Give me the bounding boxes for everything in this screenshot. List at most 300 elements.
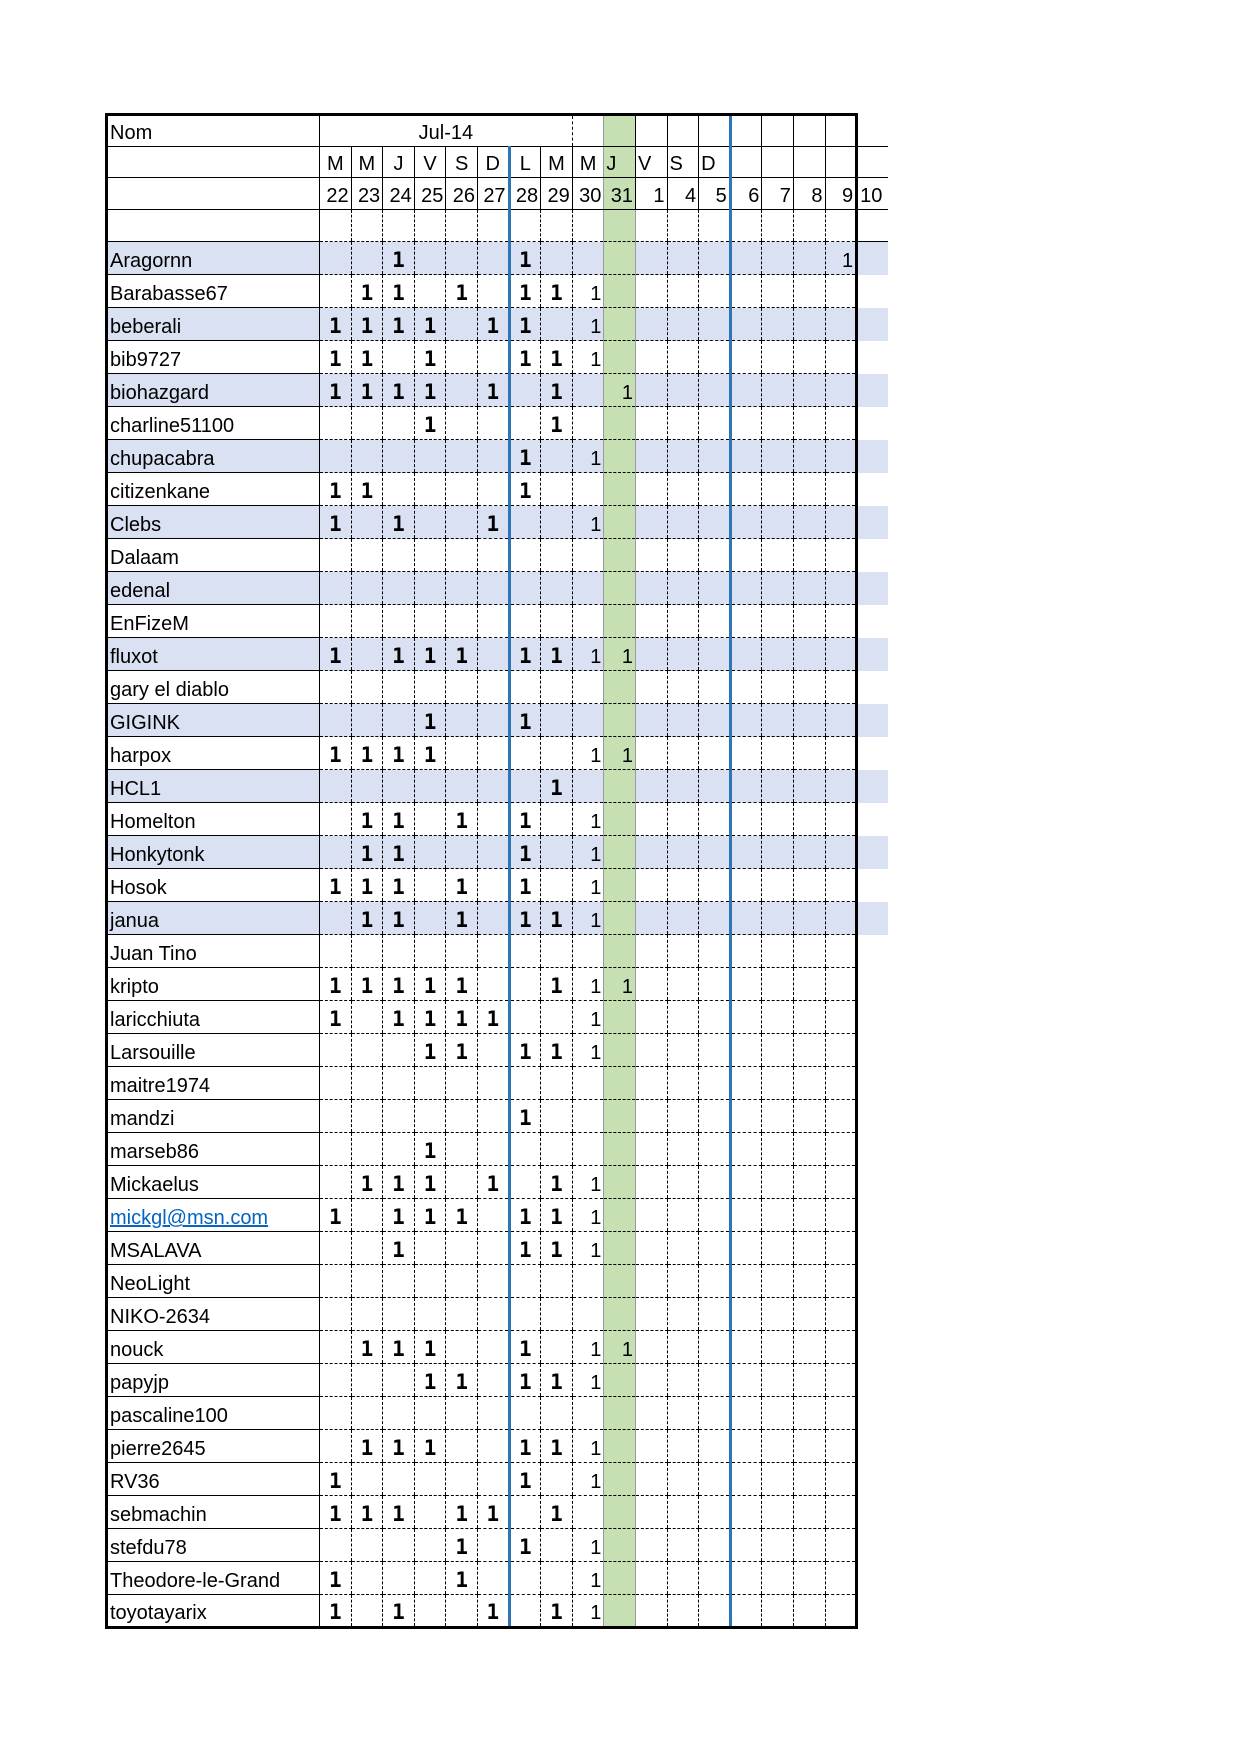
attendance-cell: 1 [541, 770, 573, 803]
attendance-cell [793, 1001, 825, 1034]
player-name: stefdu78 [107, 1529, 320, 1562]
attendance-cell [509, 506, 541, 539]
attendance-cell [446, 605, 478, 638]
attendance-cell [635, 1463, 667, 1496]
attendance-cell [320, 1232, 352, 1265]
attendance-cell: 1 [541, 1199, 573, 1232]
attendance-cell [604, 1100, 636, 1133]
attendance-cell [825, 539, 857, 572]
attendance-cell [446, 1232, 478, 1265]
attendance-cell [667, 803, 699, 836]
attendance-cell: 1 [572, 1331, 604, 1364]
attendance-cell [793, 836, 825, 869]
attendance-cell [541, 1100, 573, 1133]
attendance-cell: 1 [572, 1364, 604, 1397]
attendance-cell [699, 935, 731, 968]
header-cell [604, 115, 636, 147]
attendance-cell: 1 [509, 1430, 541, 1463]
attendance-cell [825, 275, 857, 308]
table-row [107, 1001, 888, 1034]
attendance-cell [604, 1463, 636, 1496]
attendance-cell [730, 935, 762, 968]
attendance-cell [635, 374, 667, 407]
attendance-cell: 1 [572, 341, 604, 374]
attendance-cell: 1 [572, 1034, 604, 1067]
attendance-cell [730, 539, 762, 572]
attendance-cell [383, 341, 415, 374]
attendance-cell [446, 1397, 478, 1430]
attendance-cell [446, 572, 478, 605]
attendance-cell: 1 [414, 1430, 446, 1463]
table-row [107, 1331, 888, 1364]
attendance-cell: 1 [383, 1001, 415, 1034]
attendance-cell: 1 [383, 737, 415, 770]
attendance-cell [825, 506, 857, 539]
attendance-cell [825, 704, 857, 737]
attendance-cell [383, 1100, 415, 1133]
table-row [107, 1298, 888, 1331]
attendance-cell [477, 1430, 509, 1463]
attendance-cell: 1 [383, 506, 415, 539]
attendance-cell [667, 737, 699, 770]
table-row [107, 1496, 888, 1529]
attendance-cell [509, 671, 541, 704]
outside-cell [857, 605, 888, 638]
attendance-cell [825, 935, 857, 968]
attendance-cell [446, 1331, 478, 1364]
attendance-cell [541, 1397, 573, 1430]
attendance-sheet [105, 113, 888, 1629]
attendance-cell [351, 704, 383, 737]
attendance-cell [762, 638, 794, 671]
attendance-cell: 1 [414, 341, 446, 374]
attendance-cell [699, 1562, 731, 1595]
attendance-cell [541, 935, 573, 968]
attendance-cell [699, 1364, 731, 1397]
attendance-cell: 1 [383, 1595, 415, 1628]
attendance-cell [351, 1529, 383, 1562]
header-cell [107, 178, 320, 210]
attendance-cell [446, 1463, 478, 1496]
attendance-cell [604, 935, 636, 968]
attendance-cell [604, 1298, 636, 1331]
attendance-cell [667, 605, 699, 638]
player-name: pascaline100 [107, 1397, 320, 1430]
attendance-cell: 1 [383, 803, 415, 836]
attendance-cell [762, 935, 794, 968]
table-row [107, 1034, 888, 1067]
attendance-cell [730, 968, 762, 1001]
attendance-cell [351, 506, 383, 539]
attendance-cell [351, 935, 383, 968]
attendance-cell [383, 1397, 415, 1430]
outside-cell [857, 341, 888, 374]
attendance-cell [572, 1100, 604, 1133]
attendance-cell [793, 671, 825, 704]
player-name: toyotayarix [107, 1595, 320, 1628]
attendance-cell [541, 1463, 573, 1496]
outside-cell [857, 803, 888, 836]
attendance-cell [541, 836, 573, 869]
header-cell [635, 115, 667, 147]
player-name: GIGINK [107, 704, 320, 737]
attendance-cell: 1 [541, 1166, 573, 1199]
attendance-cell: 1 [509, 836, 541, 869]
player-name: Honkytonk [107, 836, 320, 869]
weekday-header: J [604, 146, 636, 178]
player-name: pierre2645 [107, 1430, 320, 1463]
attendance-cell [320, 770, 352, 803]
attendance-cell: 1 [383, 242, 415, 275]
attendance-cell [730, 1067, 762, 1100]
player-name: gary el diablo [107, 671, 320, 704]
attendance-cell [793, 704, 825, 737]
table-row [107, 671, 888, 704]
attendance-cell: 1 [604, 1331, 636, 1364]
attendance-cell: 1 [383, 1199, 415, 1232]
table-row [107, 704, 888, 737]
attendance-cell [762, 308, 794, 341]
attendance-cell [730, 1133, 762, 1166]
attendance-cell [730, 1529, 762, 1562]
attendance-cell [509, 935, 541, 968]
attendance-cell [699, 1133, 731, 1166]
table-row [107, 1463, 888, 1496]
attendance-cell [320, 1067, 352, 1100]
attendance-cell [667, 242, 699, 275]
attendance-cell [635, 1595, 667, 1628]
attendance-cell [541, 671, 573, 704]
attendance-cell [825, 1430, 857, 1463]
attendance-cell [477, 275, 509, 308]
attendance-cell: 1 [572, 902, 604, 935]
spacer-row [107, 209, 888, 242]
attendance-cell [699, 638, 731, 671]
attendance-cell: 1 [604, 374, 636, 407]
attendance-cell [414, 242, 446, 275]
attendance-cell [793, 1133, 825, 1166]
attendance-cell [446, 836, 478, 869]
attendance-cell: 1 [541, 407, 573, 440]
attendance-cell [351, 1067, 383, 1100]
attendance-cell: 1 [477, 374, 509, 407]
header-cell [825, 115, 857, 147]
attendance-cell: 1 [509, 242, 541, 275]
attendance-cell [604, 1166, 636, 1199]
attendance-cell [667, 1529, 699, 1562]
outside-cell [857, 770, 888, 803]
attendance-cell [635, 1265, 667, 1298]
attendance-cell [541, 1529, 573, 1562]
attendance-cell [477, 704, 509, 737]
attendance-cell [667, 374, 699, 407]
attendance-cell: 1 [446, 1529, 478, 1562]
attendance-cell [541, 869, 573, 902]
attendance-cell: 1 [509, 1529, 541, 1562]
attendance-cell [825, 770, 857, 803]
attendance-cell [446, 539, 478, 572]
attendance-cell: 1 [477, 1595, 509, 1628]
attendance-cell [414, 539, 446, 572]
player-name[interactable] [107, 1199, 320, 1232]
outside-cell [857, 902, 888, 935]
date-header: 4 [667, 178, 699, 210]
outside-cell [857, 374, 888, 407]
outside-cell [857, 1166, 888, 1199]
attendance-cell [635, 803, 667, 836]
attendance-cell [793, 473, 825, 506]
table-row [107, 506, 888, 539]
table-row [107, 968, 888, 1001]
attendance-cell [351, 638, 383, 671]
attendance-cell [730, 671, 762, 704]
attendance-cell [383, 1364, 415, 1397]
attendance-cell [825, 737, 857, 770]
attendance-cell [541, 473, 573, 506]
attendance-cell: 1 [383, 308, 415, 341]
attendance-cell: 1 [572, 308, 604, 341]
attendance-cell [793, 506, 825, 539]
attendance-cell [509, 737, 541, 770]
attendance-cell [825, 440, 857, 473]
header-cell [699, 115, 731, 147]
attendance-cell: 1 [320, 638, 352, 671]
blank-cell [320, 209, 352, 242]
attendance-cell [699, 1265, 731, 1298]
attendance-cell [793, 341, 825, 374]
attendance-cell: 1 [572, 803, 604, 836]
attendance-cell [446, 935, 478, 968]
attendance-cell [320, 1133, 352, 1166]
attendance-cell [477, 803, 509, 836]
attendance-cell [730, 1430, 762, 1463]
attendance-cell: 1 [446, 968, 478, 1001]
attendance-cell [541, 605, 573, 638]
attendance-cell [635, 869, 667, 902]
attendance-cell [320, 1364, 352, 1397]
attendance-cell [699, 704, 731, 737]
table-row [107, 572, 888, 605]
attendance-cell [446, 242, 478, 275]
outside-cell [857, 1496, 888, 1529]
attendance-cell [825, 1001, 857, 1034]
attendance-cell [793, 1595, 825, 1628]
attendance-cell: 1 [414, 1364, 446, 1397]
attendance-cell [762, 770, 794, 803]
attendance-cell [320, 803, 352, 836]
attendance-cell: 1 [414, 968, 446, 1001]
attendance-cell [604, 407, 636, 440]
attendance-cell [572, 1265, 604, 1298]
attendance-cell: 1 [541, 1232, 573, 1265]
attendance-cell [446, 473, 478, 506]
attendance-cell [414, 1100, 446, 1133]
attendance-cell [635, 770, 667, 803]
outside-cell [857, 1067, 888, 1100]
attendance-cell [604, 1595, 636, 1628]
attendance-cell [825, 968, 857, 1001]
attendance-cell [477, 737, 509, 770]
attendance-cell [762, 1265, 794, 1298]
attendance-cell [699, 374, 731, 407]
attendance-cell: 1 [351, 1331, 383, 1364]
attendance-cell [351, 1232, 383, 1265]
table-row [107, 1397, 888, 1430]
attendance-cell [825, 1364, 857, 1397]
attendance-cell: 1 [572, 1199, 604, 1232]
attendance-cell [793, 1265, 825, 1298]
attendance-cell: 1 [383, 1496, 415, 1529]
attendance-cell [825, 473, 857, 506]
attendance-cell [414, 803, 446, 836]
attendance-cell [477, 671, 509, 704]
attendance-cell: 1 [383, 869, 415, 902]
attendance-cell [477, 902, 509, 935]
attendance-cell [604, 836, 636, 869]
attendance-cell [414, 836, 446, 869]
blank-cell [635, 209, 667, 242]
attendance-cell: 1 [320, 1595, 352, 1628]
outside-cell [857, 737, 888, 770]
attendance-cell [414, 1595, 446, 1628]
attendance-cell [477, 935, 509, 968]
table-row [107, 1364, 888, 1397]
attendance-cell [383, 1133, 415, 1166]
attendance-cell: 1 [509, 1034, 541, 1067]
attendance-cell: 1 [351, 473, 383, 506]
attendance-cell: 1 [541, 1595, 573, 1628]
attendance-cell [635, 1397, 667, 1430]
attendance-cell [667, 275, 699, 308]
attendance-cell: 1 [383, 836, 415, 869]
attendance-cell [825, 1133, 857, 1166]
table-row [107, 902, 888, 935]
attendance-cell [825, 1463, 857, 1496]
attendance-cell [572, 1067, 604, 1100]
date-header: 1 [635, 178, 667, 210]
attendance-cell [635, 1496, 667, 1529]
attendance-cell [604, 473, 636, 506]
attendance-cell [509, 968, 541, 1001]
attendance-cell [793, 572, 825, 605]
attendance-cell [730, 1001, 762, 1034]
attendance-cell [699, 836, 731, 869]
attendance-cell [351, 770, 383, 803]
attendance-cell [541, 1298, 573, 1331]
attendance-cell [825, 1595, 857, 1628]
attendance-cell [667, 1397, 699, 1430]
outside-cell [857, 440, 888, 473]
attendance-cell [541, 242, 573, 275]
attendance-cell: 1 [414, 1034, 446, 1067]
attendance-cell [793, 869, 825, 902]
blank-cell [383, 209, 415, 242]
attendance-cell [446, 341, 478, 374]
attendance-cell [351, 1265, 383, 1298]
attendance-cell [667, 1067, 699, 1100]
attendance-cell [667, 1496, 699, 1529]
attendance-cell: 1 [541, 275, 573, 308]
attendance-cell [414, 1232, 446, 1265]
attendance-cell: 1 [541, 374, 573, 407]
outside-cell [857, 968, 888, 1001]
attendance-cell [541, 1067, 573, 1100]
weekday-header: V [414, 146, 446, 178]
attendance-cell [699, 341, 731, 374]
attendance-cell: 1 [446, 1496, 478, 1529]
attendance-cell: 1 [383, 1331, 415, 1364]
blank-cell [414, 209, 446, 242]
table-row [107, 737, 888, 770]
attendance-cell [635, 1100, 667, 1133]
attendance-cell [667, 539, 699, 572]
attendance-cell [793, 407, 825, 440]
attendance-cell [477, 1232, 509, 1265]
attendance-cell: 1 [509, 1199, 541, 1232]
blank-cell [477, 209, 509, 242]
attendance-cell [793, 1331, 825, 1364]
attendance-cell [541, 1265, 573, 1298]
attendance-cell [635, 1067, 667, 1100]
attendance-cell [699, 407, 731, 440]
attendance-cell [509, 1496, 541, 1529]
player-name: laricchiuta [107, 1001, 320, 1034]
attendance-cell [509, 1595, 541, 1628]
attendance-cell [825, 902, 857, 935]
attendance-cell [383, 704, 415, 737]
attendance-cell: 1 [509, 902, 541, 935]
outside-cell [857, 1331, 888, 1364]
attendance-cell [477, 1529, 509, 1562]
attendance-cell: 1 [351, 803, 383, 836]
table-row [107, 770, 888, 803]
attendance-cell [414, 869, 446, 902]
attendance-cell [793, 1496, 825, 1529]
date-header: 29 [541, 178, 573, 210]
table-row [107, 407, 888, 440]
outside-cell [857, 1265, 888, 1298]
attendance-cell: 1 [446, 1562, 478, 1595]
attendance-cell: 1 [446, 1034, 478, 1067]
player-name: Hosok [107, 869, 320, 902]
attendance-cell [604, 770, 636, 803]
attendance-cell [699, 1298, 731, 1331]
attendance-cell [699, 1331, 731, 1364]
attendance-cell: 1 [383, 902, 415, 935]
weekday-header: V [635, 146, 667, 178]
attendance-cell: 1 [351, 737, 383, 770]
weekday-header [730, 146, 762, 178]
attendance-cell [604, 341, 636, 374]
outside-cell [857, 1298, 888, 1331]
attendance-cell: 1 [541, 341, 573, 374]
attendance-cell [383, 407, 415, 440]
email-link[interactable]: mickgl@msn.com [110, 1207, 269, 1230]
attendance-cell [635, 407, 667, 440]
attendance-cell [730, 704, 762, 737]
attendance-cell [667, 1463, 699, 1496]
attendance-cell [730, 1034, 762, 1067]
attendance-cell [793, 1463, 825, 1496]
attendance-cell [509, 1001, 541, 1034]
attendance-cell [825, 638, 857, 671]
attendance-cell [699, 869, 731, 902]
attendance-cell [572, 473, 604, 506]
blank-cell [793, 209, 825, 242]
attendance-cell [320, 1034, 352, 1067]
attendance-cell [572, 539, 604, 572]
attendance-cell [351, 1001, 383, 1034]
